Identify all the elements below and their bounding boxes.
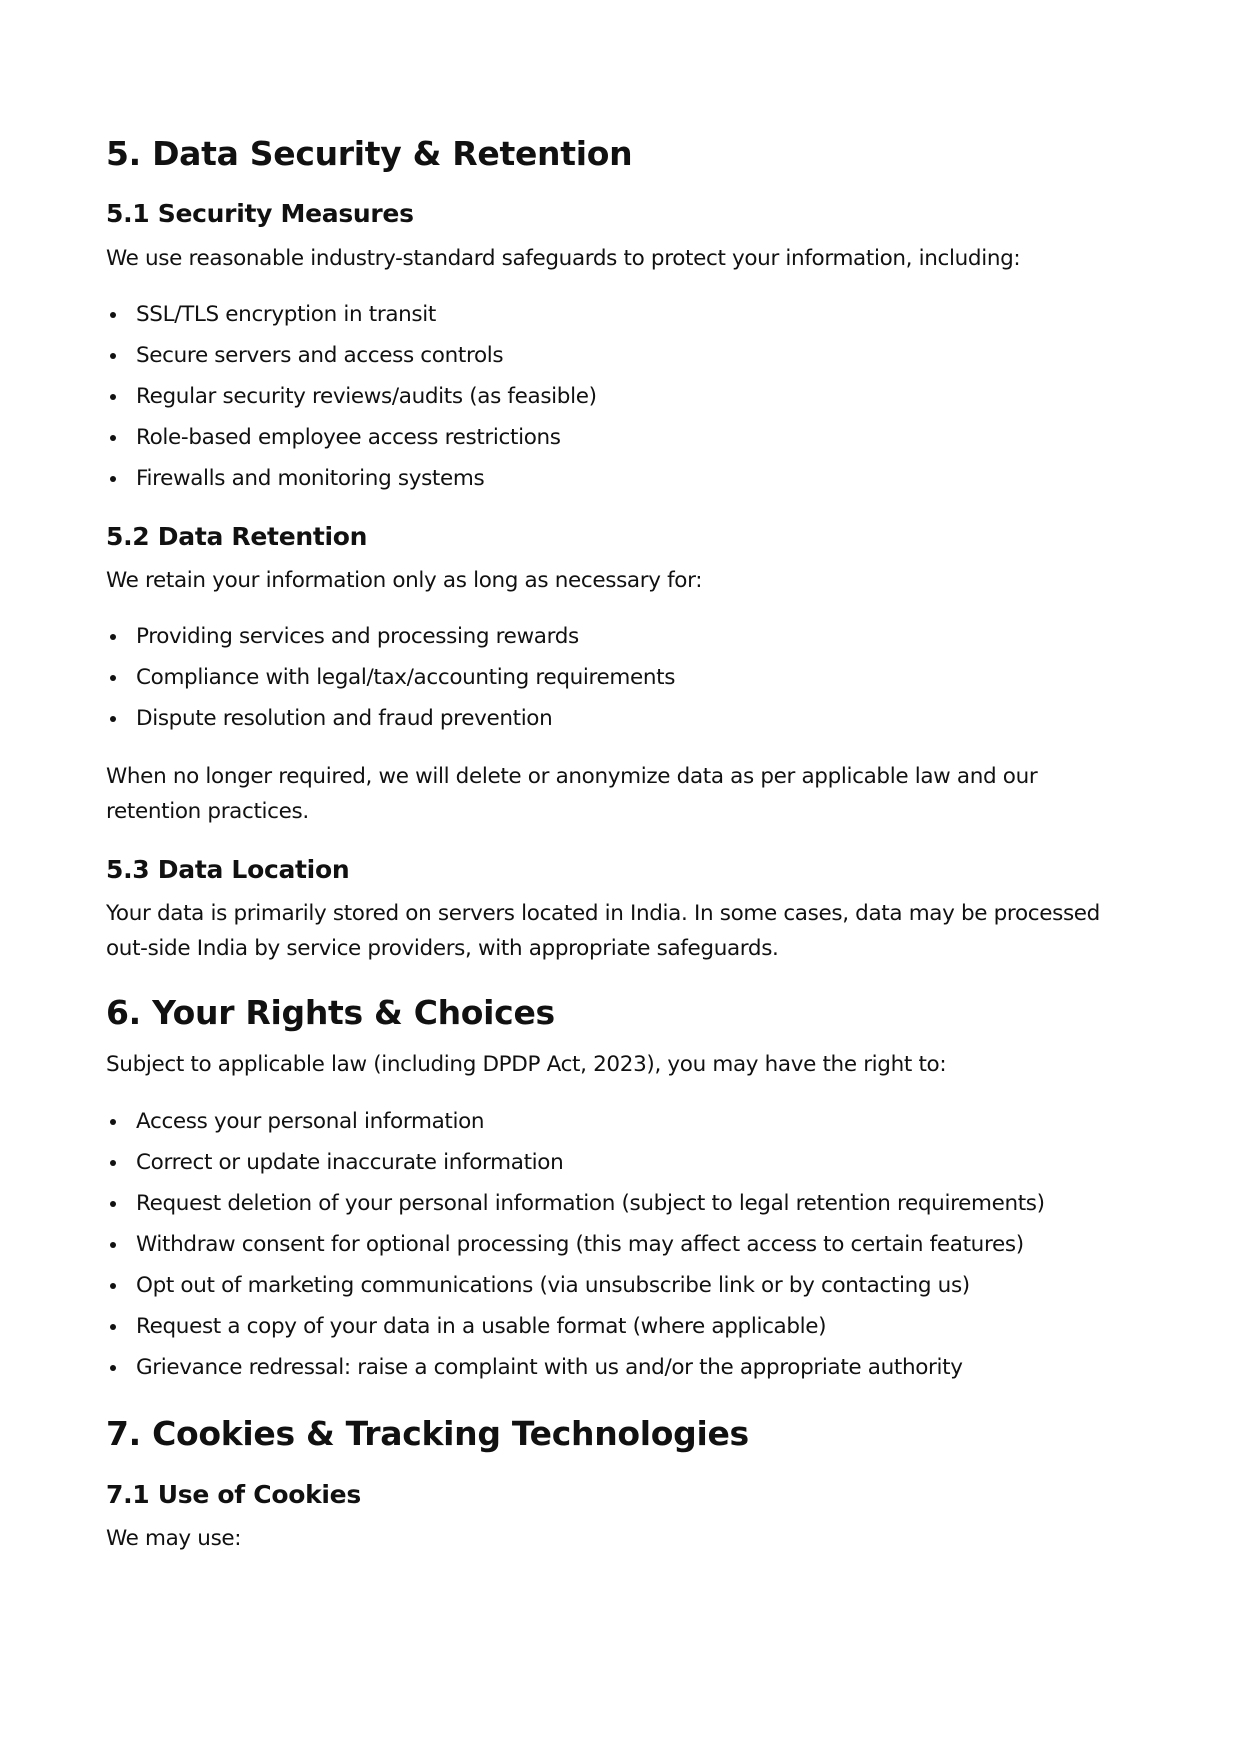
- section-5-3-heading: 5.3 Data Location: [106, 855, 350, 884]
- bullet-icon: [110, 675, 116, 681]
- bullet-icon: [110, 312, 116, 318]
- section-5-2-heading: 5.2 Data Retention: [106, 522, 368, 551]
- bullet-icon: [110, 1365, 116, 1371]
- section-7-1-intro: We may use:: [106, 1526, 242, 1551]
- bullet-icon: [110, 1201, 116, 1207]
- section-6-intro: Subject to applicable law (including DPDP Act, 2023), you may have the right to:: [106, 1052, 947, 1077]
- section-5-1-intro: We use reasonable industry-standard safeguards to protect your information, including:: [106, 246, 1021, 271]
- bullet-icon: [110, 1242, 116, 1248]
- bullet-icon: [110, 1160, 116, 1166]
- bullet-icon: [110, 634, 116, 640]
- section-5-2-intro: We retain your information only as long as necessary for:: [106, 568, 703, 593]
- section-7-1-heading: 7.1 Use of Cookies: [106, 1480, 361, 1509]
- section-5-2-outro: When no longer required, we will delete or anonymize data as per applicable law and our retention practices.: [106, 764, 1038, 824]
- bullet-icon: [110, 716, 116, 722]
- bullet-icon: [110, 353, 116, 359]
- section-5-1-heading: 5.1 Security Measures: [106, 199, 414, 228]
- bullet-icon: [110, 476, 116, 482]
- section-6-heading: 6. Your Rights & Choices: [106, 993, 555, 1032]
- bullet-icon: [110, 1283, 116, 1289]
- bullet-icon: [110, 1324, 116, 1330]
- section-7-heading: 7. Cookies & Tracking Technologies: [106, 1414, 749, 1453]
- bullet-icon: [110, 1119, 116, 1125]
- bullet-icon: [110, 435, 116, 441]
- section-5-heading: 5. Data Security & Retention: [106, 134, 633, 173]
- section-5-3-body: Your data is primarily stored on servers located in India. In some cases, data may be processed out-side India by service providers, with appropriate safeguards.: [106, 901, 1100, 961]
- bullet-icon: [110, 394, 116, 400]
